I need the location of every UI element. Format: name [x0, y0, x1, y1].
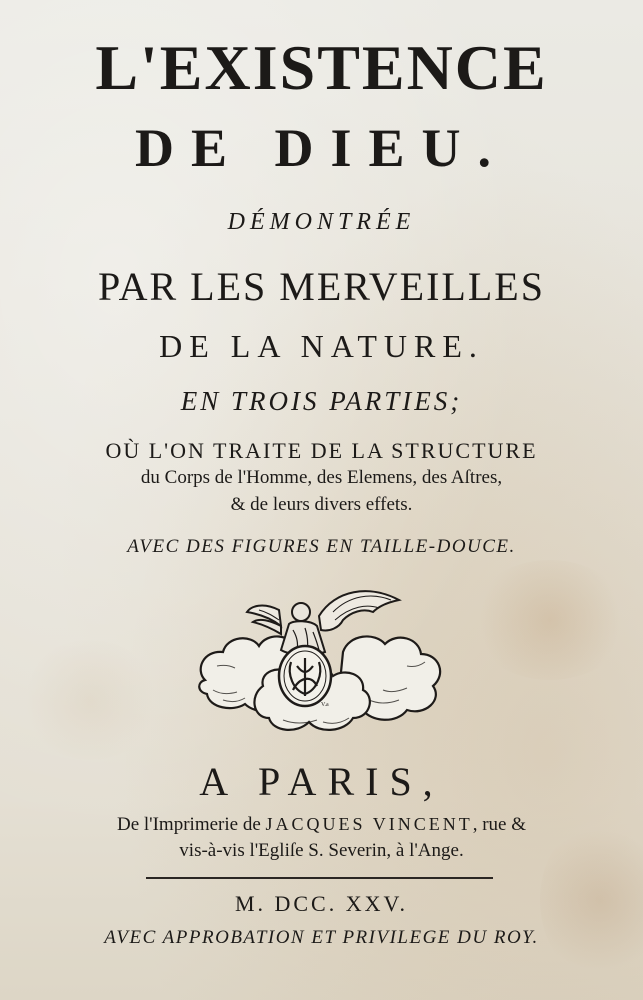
- description-structure: OÙ L'ON TRAITE DE LA STRUCTURE: [105, 438, 538, 463]
- angel-on-clouds-monogram-vignette-icon: [193, 582, 451, 744]
- subtitle-nature: DE LA NATURE.: [159, 328, 484, 364]
- printer-name: JACQUES VINCENT: [265, 814, 473, 834]
- foxing-stain: [20, 640, 160, 760]
- title-line-1: L'EXISTENCE: [95, 32, 548, 103]
- horizontal-rule: [146, 877, 493, 879]
- imprint-privilege: AVEC APPROBATION ET PRIVILEGE DU ROY.: [104, 927, 539, 948]
- imprint-year: M. DCC. XXV.: [234, 891, 409, 916]
- printer-suffix: , rue &: [472, 814, 526, 835]
- svg-text:V.a: V.a: [321, 702, 329, 708]
- printer-prefix: De l'Imprimerie de: [117, 814, 266, 835]
- subtitle-demontree: DÉMONTRÉE: [227, 209, 416, 235]
- title-line-2: DE DIEU.: [134, 118, 509, 178]
- figures-note: AVEC DES FIGURES EN TAILLE-DOUCE.: [127, 536, 516, 557]
- imprint-address: vis-à-vis l'Egliſe S. Severin, à l'Ange.: [179, 840, 464, 861]
- imprint-printer: [0, 811, 643, 838]
- foxing-stain: [470, 560, 630, 680]
- imprint-city: A PARIS,: [199, 759, 444, 804]
- description-effets: & de leurs divers effets.: [230, 494, 413, 515]
- description-corps: du Corps de l'Homme, des Elemens, des Aſtres,: [140, 467, 503, 488]
- subtitle-trois-parties: EN TROIS PARTIES;: [180, 386, 463, 416]
- subtitle-merveilles: PAR LES MERVEILLES: [98, 264, 545, 309]
